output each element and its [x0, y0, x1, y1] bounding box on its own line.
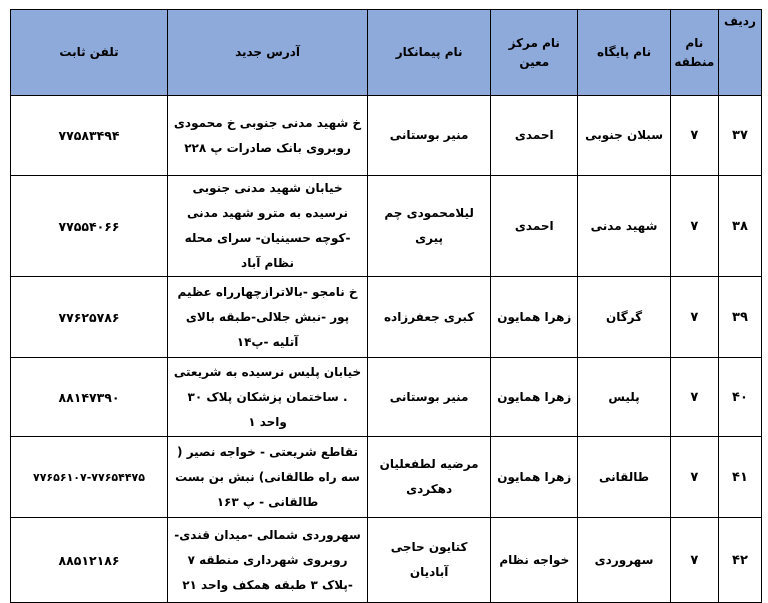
stations-table [10, 9, 762, 603]
cell-region: ۷ [670, 277, 718, 358]
cell-address: خیابان پلیس نرسیده به شریعتی . ساختمان پزشکان پلاک ۳۰ واحد ۱ [168, 358, 368, 437]
cell-row-number: ۳۷ [718, 96, 761, 176]
cell-region: ۷ [670, 437, 718, 518]
cell-contractor: منیر بوستانی [368, 96, 491, 176]
cell-region: ۷ [670, 518, 718, 603]
cell-station: سهروردی [578, 518, 670, 603]
cell-phone: ۷۷۵۸۳۴۹۴ [11, 96, 168, 176]
cell-center: زهرا همایون [491, 358, 578, 437]
cell-contractor: لیلامحمودی چم پیری [368, 176, 491, 277]
cell-phone: ۸۸۱۴۷۳۹۰ [11, 358, 168, 437]
cell-phone: ۷۷۶۲۵۷۸۶ [11, 277, 168, 358]
table-row [11, 176, 762, 277]
cell-center: احمدی [491, 96, 578, 176]
cell-row-number: ۴۱ [718, 437, 761, 518]
cell-phone: ۷۷۵۵۴۰۶۶ [11, 176, 168, 277]
cell-center: زهرا همایون [491, 437, 578, 518]
cell-address: خیابان شهید مدنی جنوبی نرسیده به مترو شهید مدنی -کوچه حسینیان- سرای محله نظام آباد [168, 176, 368, 277]
header-address: آدرس جدید [168, 10, 368, 96]
cell-center: زهرا همایون [491, 277, 578, 358]
cell-region: ۷ [670, 358, 718, 437]
cell-contractor: کبری جعفرزاده [368, 277, 491, 358]
header-region: نام منطقه [670, 10, 718, 96]
cell-region: ۷ [670, 96, 718, 176]
cell-address: خ شهید مدنی جنوبی خ محمودی روبروی بانک صادرات پ ۲۲۸ [168, 96, 368, 176]
cell-phone: ۸۸۵۱۲۱۸۶ [11, 518, 168, 603]
header-center: نام مرکز معین [491, 10, 578, 96]
header-row [11, 10, 762, 96]
cell-address: خ نامجو -بالاترازچهارراه عظیم پور -نبش جلالی-طبقه بالای آتلیه -پ۱۴ [168, 277, 368, 358]
cell-center: احمدی [491, 176, 578, 277]
header-row-number: ردیف [718, 10, 761, 96]
table-wrapper [10, 9, 762, 603]
cell-contractor: منیر بوستانی [368, 358, 491, 437]
cell-row-number: ۳۸ [718, 176, 761, 277]
cell-address: تقاطع شریعتی - خواجه نصیر ( سه راه طالقانی) نبش بن بست طالقانی - پ ۱۶۳ [168, 437, 368, 518]
cell-phone: ۷۷۶۵۶۱۰۷-۷۷۶۵۴۴۷۵ [11, 437, 168, 518]
cell-address: سهروردی شمالی -میدان قندی- روبروی شهرداری منطقه ۷ -پلاک ۳ طبقه همکف واحد ۲۱ [168, 518, 368, 603]
table-row [11, 96, 762, 176]
cell-station: طالقانی [578, 437, 670, 518]
header-contractor: نام پیمانکار [368, 10, 491, 96]
cell-row-number: ۴۲ [718, 518, 761, 603]
cell-station: شهید مدنی [578, 176, 670, 277]
header-phone: تلفن ثابت [11, 10, 168, 96]
cell-row-number: ۴۰ [718, 358, 761, 437]
cell-region: ۷ [670, 176, 718, 277]
table-row [11, 358, 762, 437]
cell-station: سبلان جنوبی [578, 96, 670, 176]
cell-station: پلیس [578, 358, 670, 437]
cell-contractor: مرضیه لطفعلیان دهکردی [368, 437, 491, 518]
cell-center: خواجه نظام [491, 518, 578, 603]
cell-contractor: کتایون حاجی آبادیان [368, 518, 491, 603]
cell-row-number: ۳۹ [718, 277, 761, 358]
table-row [11, 518, 762, 603]
table-row [11, 437, 762, 518]
table-row [11, 277, 762, 358]
header-station: نام پایگاه [578, 10, 670, 96]
cell-station: گرگان [578, 277, 670, 358]
